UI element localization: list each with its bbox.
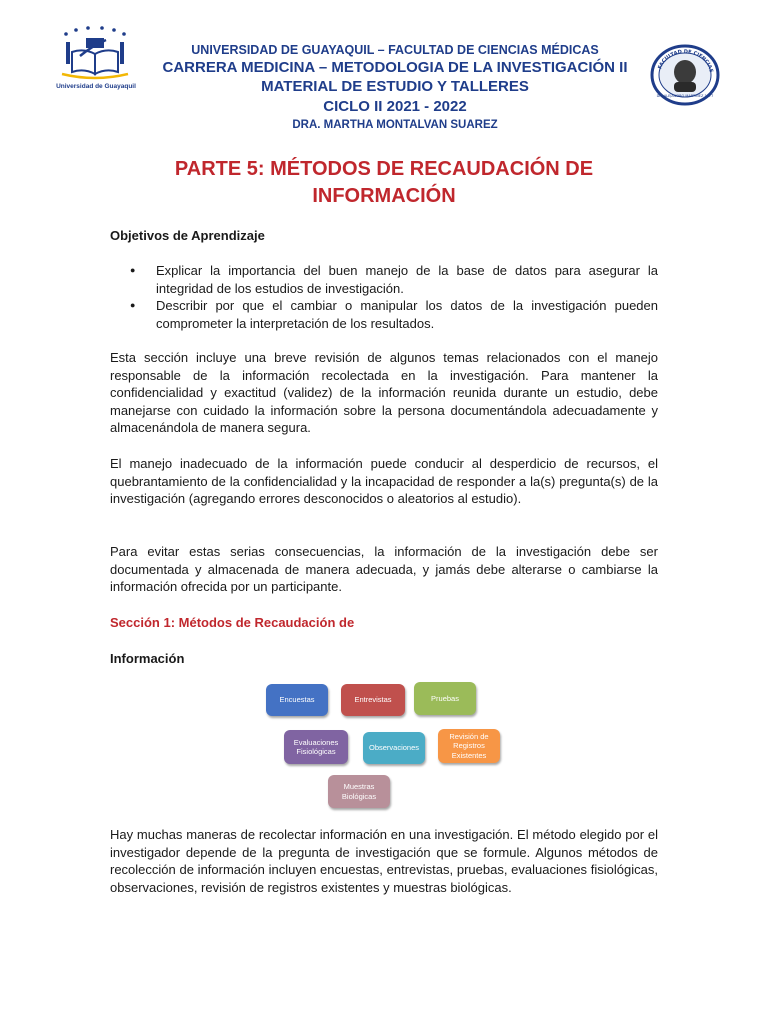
document-header — [140, 42, 650, 133]
box-observaciones: Observaciones — [363, 732, 425, 764]
paragraph-2: El manejo inadecuado de la información puede conducir al desperdicio de recursos, el quebrantamiento de la confidencialidad y la incapacidad de responder a la(s) pregunta(s) de la investigación (agregando errores desconocidos o aleatorios al estudio). — [110, 456, 658, 506]
objective-text-2: Describir por que el cambiar o manipular los datos de la investigación pueden comprometer la interpretación de los resultados. — [156, 298, 658, 331]
header-career: CARRERA MEDICINA – METODOLOGIA DE LA INVESTIGACIÓN II — [162, 59, 628, 76]
title-line-1: PARTE 5: MÉTODOS DE RECAUDACIÓN DE — [174, 158, 594, 180]
header-cycle: CICLO II 2021 - 2022 — [323, 98, 467, 115]
faculty-seal — [650, 44, 720, 106]
title-line-2: INFORMACIÓN — [312, 185, 456, 207]
paragraph-3: Para evitar estas serias consecuencias, la información de la investigación debe ser documentada y almacenada de manera adecuada, y jamás debe alterarse o cambiarse la información ofrecida por un participante. — [110, 544, 658, 594]
seal-icon — [650, 44, 720, 106]
page-title — [100, 156, 668, 210]
box-evaluaciones: Evaluaciones Fisiológicas — [284, 730, 348, 764]
paragraph-1: Esta sección incluye una breve revisión de algunos temas relacionados con el manejo responsable de la información recolectada en la investigación. Para mantener la confidencialidad y exactitud (validez) de la información reunida durante un estudio, debe manejarse con cuidado la información sobre la persona documentándola adecuadamente y almacenándola de manera segura. — [110, 350, 658, 435]
university-logo — [56, 26, 136, 96]
header-author: DRA. MARTHA MONTALVAN SUAREZ — [292, 119, 498, 131]
objectives-heading: Objetivos de Aprendizaje — [110, 228, 265, 243]
box-entrevistas: Entrevistas — [341, 684, 405, 716]
list-item — [110, 262, 658, 297]
header-material: MATERIAL DE ESTUDIO Y TALLERES — [261, 78, 529, 95]
objectives-list — [110, 262, 658, 332]
header-university: UNIVERSIDAD DE GUAYAQUIL – FACULTAD DE CIENCIAS MÉDICAS — [191, 43, 599, 57]
section-heading: Sección 1: Métodos de Recaudación de — [110, 615, 355, 630]
objective-text-1: Explicar la importancia del buen manejo de la base de datos para asegurar la integridad de los estudios de investigación. — [156, 263, 658, 296]
list-item — [110, 297, 658, 332]
box-muestras-biologicas: Muestras Biológicas — [328, 775, 390, 808]
logo-caption: Universidad de Guayaquil — [56, 83, 136, 90]
seal-text-bottom: DR. ALEJANDRO MARTINEZ 1877 — [656, 94, 714, 98]
bullet-icon: ● — [130, 265, 136, 275]
closing-paragraph: Hay muchas maneras de recolectar información en una investigación. El método elegido por el investigador depende de la pregunta de investigación que se formule. Algunos métodos de recolección de información incluyen encuestas, entrevistas, pruebas, evaluaciones fisiológicas, observaciones, revisión de registros existentes y muestras biológicas. — [110, 827, 658, 895]
section-subheading: Información — [110, 651, 185, 666]
box-revision-registros: Revisión de Registros Existentes — [438, 729, 500, 763]
seal-text-top: FACULTAD DE CIENCIAS — [657, 48, 714, 74]
book-quill-icon — [58, 26, 132, 84]
box-pruebas: Pruebas — [414, 682, 476, 715]
bullet-icon: ● — [130, 300, 136, 310]
box-encuestas: Encuestas — [266, 684, 328, 716]
